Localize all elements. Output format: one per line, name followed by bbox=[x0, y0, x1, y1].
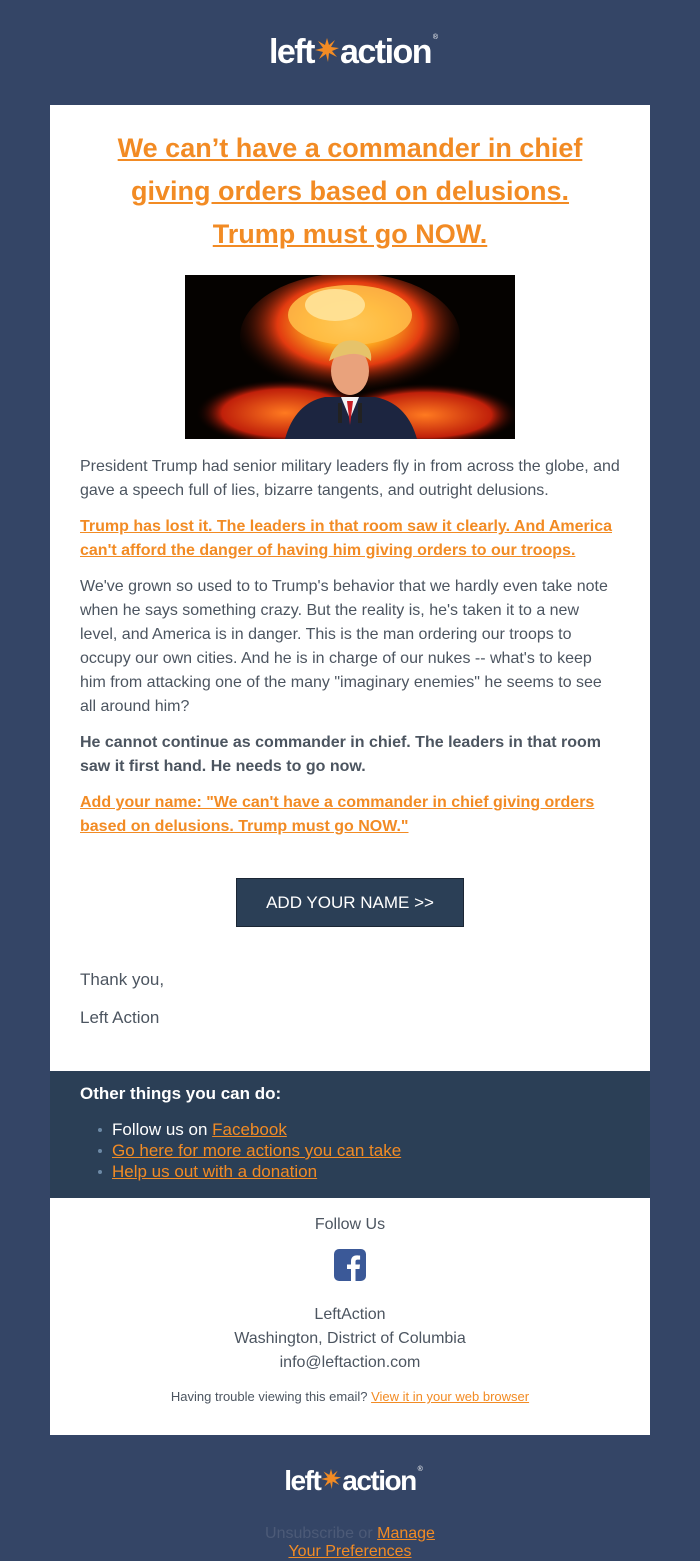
highlight-link-1[interactable]: Trump has lost it. The leaders in that room saw it clearly. And America can't afford the danger of having him giving orders to our troops. bbox=[80, 518, 612, 559]
other-actions-title: Other things you can do: bbox=[80, 1084, 282, 1103]
unsubscribe-link[interactable]: Unsubscribe bbox=[265, 1525, 354, 1542]
org-location: Washington, District of Columbia bbox=[234, 1330, 466, 1347]
starburst-icon bbox=[321, 1469, 341, 1489]
list-item-facebook bbox=[112, 1119, 620, 1140]
more-actions-link[interactable]: Go here for more actions you can take bbox=[112, 1141, 402, 1160]
follow-us-label: Follow Us bbox=[314, 1216, 386, 1233]
org-email: info@leftaction.com bbox=[279, 1354, 421, 1371]
leftaction-logo-footer[interactable] bbox=[284, 1465, 423, 1496]
email-footer bbox=[50, 1198, 650, 1435]
logo-text-left: left bbox=[284, 1465, 321, 1496]
logo-text-left: left bbox=[268, 32, 314, 71]
view-in-browser-link[interactable]: View it in your web browser bbox=[371, 1389, 530, 1404]
trouble-viewing bbox=[70, 1389, 630, 1404]
header bbox=[0, 0, 700, 105]
other-actions-list bbox=[80, 1119, 620, 1182]
cta-container bbox=[80, 851, 620, 927]
signoff-name: Left Action bbox=[80, 1008, 160, 1027]
manage-preferences-link-line-2[interactable]: Your Preferences bbox=[288, 1543, 412, 1560]
highlight-link-2[interactable]: Add your name: "We can't have a commander in chief giving orders based on delusions. Trump must go NOW." bbox=[80, 794, 595, 835]
follow-prefix: Follow us on bbox=[112, 1120, 213, 1139]
email-card bbox=[50, 105, 650, 1435]
or-text: or bbox=[353, 1525, 378, 1542]
donation-link[interactable]: Help us out with a donation bbox=[112, 1162, 318, 1181]
starburst-icon bbox=[315, 38, 339, 62]
bold-paragraph: He cannot continue as commander in chief. The leaders in that room saw it first hand. He needs to go now. bbox=[80, 734, 601, 775]
manage-preferences-link[interactable]: Manage bbox=[377, 1525, 435, 1542]
org-name: LeftAction bbox=[314, 1306, 386, 1323]
facebook-link[interactable]: Facebook bbox=[212, 1120, 287, 1139]
logo-text-right: action bbox=[342, 1465, 416, 1496]
add-your-name-button[interactable]: ADD YOUR NAME >> bbox=[236, 878, 464, 927]
logo-text-right: action bbox=[339, 32, 432, 71]
headline-link[interactable]: We can’t have a commander in chief giving orders based on delusions. Trump must go NOW. bbox=[117, 133, 583, 249]
leftaction-logo[interactable] bbox=[268, 32, 439, 71]
trouble-text: Having trouble viewing this email? bbox=[170, 1389, 372, 1404]
body-paragraph: We've grown so used to to Trump's behavior that we hardly even take note when he says something crazy. But the reality is, he's taken it to a new level, and America is in danger. This is the man ordering our troops to occupy our own cities. And he is in charge of our nukes -- what's to keep him from attacking one of the many "imaginary enemies" he seems to see all around him? bbox=[80, 578, 608, 715]
hero-image[interactable] bbox=[185, 275, 515, 439]
signoff-thanks: Thank you, bbox=[80, 970, 165, 989]
unsubscribe-block bbox=[0, 1525, 700, 1561]
list-item-actions bbox=[112, 1140, 620, 1161]
list-item-donation bbox=[112, 1161, 620, 1182]
registered-mark: ® bbox=[417, 1466, 423, 1473]
bottom-footer bbox=[0, 1435, 700, 1561]
intro-paragraph: President Trump had senior military leaders fly in from across the globe, and gave a speech full of lies, bizarre tangents, and outright delusions. bbox=[80, 458, 620, 499]
other-actions-panel bbox=[50, 1071, 650, 1198]
facebook-icon[interactable] bbox=[334, 1249, 366, 1281]
registered-mark: ® bbox=[432, 33, 439, 41]
email-body bbox=[50, 105, 650, 1071]
